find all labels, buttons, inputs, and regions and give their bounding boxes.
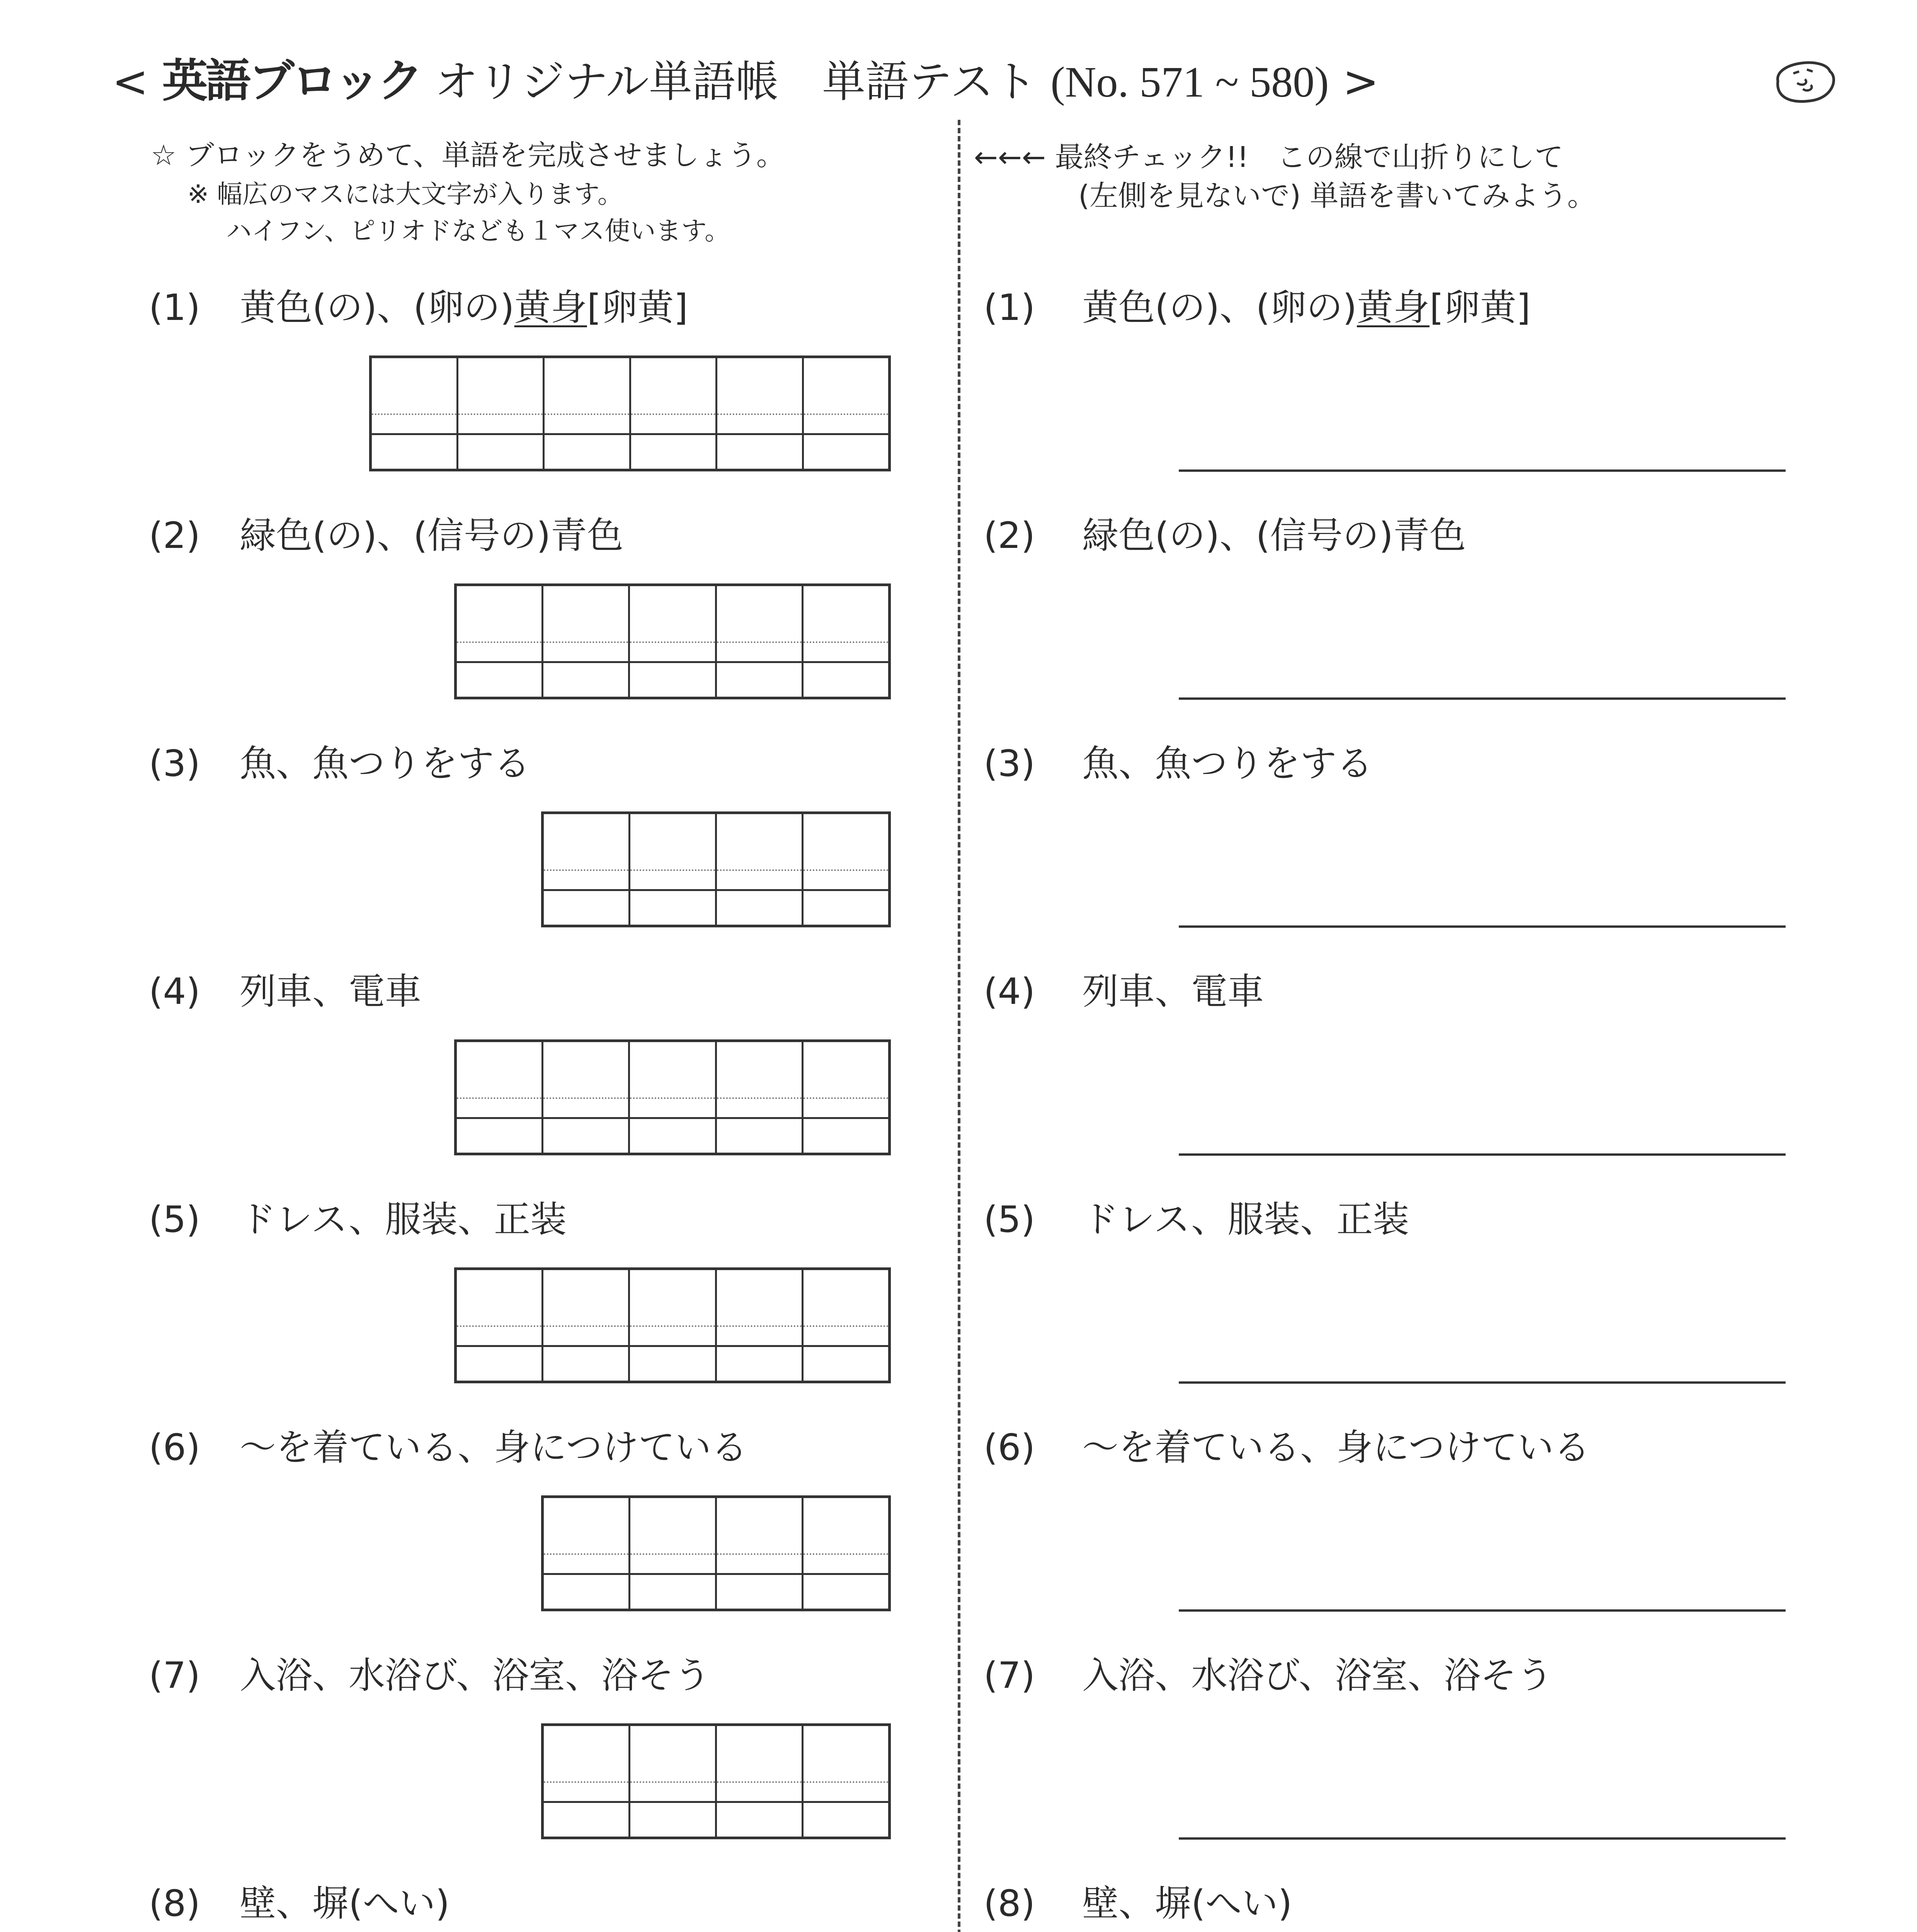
question-4-text: 列車、電車 bbox=[240, 971, 422, 1013]
letter-cell[interactable] bbox=[630, 1498, 717, 1609]
letter-cell[interactable] bbox=[543, 1270, 630, 1381]
question-4-answer-grid[interactable] bbox=[454, 1039, 891, 1155]
check-6-number: (6) bbox=[984, 1427, 1035, 1469]
question-5-answer-grid[interactable] bbox=[454, 1267, 891, 1383]
letter-cell[interactable] bbox=[717, 1042, 804, 1153]
question-3-number: (3) bbox=[149, 743, 201, 785]
check-8-number: (8) bbox=[984, 1883, 1035, 1925]
question-8-number: (8) bbox=[149, 1883, 201, 1925]
check-5-number: (5) bbox=[984, 1199, 1035, 1241]
check-4-number: (4) bbox=[984, 971, 1035, 1013]
letter-cell[interactable] bbox=[804, 358, 889, 469]
letter-cell[interactable] bbox=[804, 1498, 888, 1609]
question-6-answer-grid[interactable] bbox=[541, 1495, 891, 1611]
check-1-number: (1) bbox=[984, 287, 1035, 329]
letter-cell[interactable] bbox=[372, 358, 458, 469]
question-1-text: 黄色(の)、(卵の)黄身[卵黄] bbox=[240, 287, 688, 329]
check-4-answer-line[interactable] bbox=[1179, 1153, 1786, 1156]
letter-cell[interactable] bbox=[804, 586, 888, 697]
question-7-text: 入浴、水浴び、浴室、浴そう bbox=[240, 1655, 711, 1697]
check-2-text: 緑色(の)、(信号の)青色 bbox=[1082, 515, 1466, 557]
check-7-text: 入浴、水浴び、浴室、浴そう bbox=[1082, 1655, 1553, 1697]
letter-cell[interactable] bbox=[457, 1042, 543, 1153]
check-2-number: (2) bbox=[984, 515, 1035, 557]
check-3-number: (3) bbox=[984, 743, 1035, 785]
letter-cell[interactable] bbox=[543, 586, 630, 697]
question-8-text: 壁、塀(へい) bbox=[240, 1883, 450, 1925]
check-6-answer-line[interactable] bbox=[1179, 1609, 1786, 1612]
letter-cell[interactable] bbox=[717, 1498, 804, 1609]
letter-cell[interactable] bbox=[630, 1270, 717, 1381]
question-1-number: (1) bbox=[149, 287, 201, 329]
check-1-answer-line[interactable] bbox=[1179, 469, 1786, 472]
letter-cell[interactable] bbox=[804, 1042, 888, 1153]
letter-cell[interactable] bbox=[630, 814, 717, 925]
check-3-text: 魚、魚つりをする bbox=[1082, 743, 1373, 785]
instruction-note-1: ※ 幅広のマスには大文字が入ります。 bbox=[187, 179, 623, 209]
question-1-answer-grid[interactable] bbox=[369, 355, 891, 471]
question-6-number: (6) bbox=[149, 1427, 201, 1469]
title-range: (No. 571 ~ 580) bbox=[1050, 58, 1329, 106]
letter-cell[interactable] bbox=[544, 1726, 630, 1837]
check-2-answer-line[interactable] bbox=[1179, 697, 1786, 700]
fold-instruction-2: (左側を見ないで) 単語を書いてみよう。 bbox=[1078, 179, 1596, 213]
letter-cell[interactable] bbox=[458, 358, 545, 469]
question-3-answer-grid[interactable] bbox=[541, 811, 891, 927]
check-7-answer-line[interactable] bbox=[1179, 1837, 1786, 1840]
title-text: オリジナル単語帳 単語テスト bbox=[434, 57, 1037, 107]
instruction-note-2: ハイフン、ピリオドなども１マス使います。 bbox=[226, 216, 730, 246]
check-3-answer-line[interactable] bbox=[1179, 925, 1786, 928]
check-6-text: 〜を着ている、身につけている bbox=[1082, 1427, 1590, 1469]
bracket-open: < bbox=[112, 57, 148, 107]
letter-cell[interactable] bbox=[544, 814, 630, 925]
check-4-text: 列車、電車 bbox=[1082, 971, 1264, 1013]
letter-cell[interactable] bbox=[717, 1726, 804, 1837]
letter-cell[interactable] bbox=[630, 586, 717, 697]
question-3-text: 魚、魚つりをする bbox=[240, 743, 531, 785]
check-5-answer-line[interactable] bbox=[1179, 1381, 1786, 1384]
letter-cell[interactable] bbox=[717, 586, 804, 697]
question-5-text: ドレス、服装、正装 bbox=[240, 1199, 567, 1241]
letter-cell[interactable] bbox=[804, 1270, 888, 1381]
smiley-face-icon bbox=[1766, 50, 1840, 108]
letter-cell[interactable] bbox=[717, 358, 804, 469]
check-1-text: 黄色(の)、(卵の)黄身[卵黄] bbox=[1082, 287, 1531, 329]
question-7-number: (7) bbox=[149, 1655, 201, 1697]
bracket-close: > bbox=[1342, 57, 1379, 107]
instruction-main: ☆ ブロックをうめて、単語を完成させましょう。 bbox=[151, 139, 785, 172]
check-7-number: (7) bbox=[984, 1655, 1035, 1697]
letter-cell[interactable] bbox=[544, 1498, 630, 1609]
question-4-number: (4) bbox=[149, 971, 201, 1013]
letter-cell[interactable] bbox=[717, 1270, 804, 1381]
question-2-text: 緑色(の)、(信号の)青色 bbox=[240, 515, 623, 557]
logo: 英語ブロック bbox=[162, 54, 421, 107]
letter-cell[interactable] bbox=[630, 1726, 717, 1837]
letter-cell[interactable] bbox=[717, 814, 804, 925]
letter-cell[interactable] bbox=[804, 1726, 888, 1837]
letter-cell[interactable] bbox=[457, 1270, 543, 1381]
check-8-text: 壁、塀(へい) bbox=[1082, 1883, 1292, 1925]
page-title bbox=[112, 54, 1379, 107]
question-5-number: (5) bbox=[149, 1199, 201, 1241]
letter-cell[interactable] bbox=[545, 358, 631, 469]
fold-line bbox=[958, 120, 960, 1932]
letter-cell[interactable] bbox=[804, 814, 888, 925]
letter-cell[interactable] bbox=[630, 1042, 717, 1153]
check-5-text: ドレス、服装、正装 bbox=[1082, 1199, 1410, 1241]
question-6-text: 〜を着ている、身につけている bbox=[240, 1427, 748, 1469]
letter-cell[interactable] bbox=[631, 358, 718, 469]
letter-cell[interactable] bbox=[457, 586, 543, 697]
question-7-answer-grid[interactable] bbox=[541, 1723, 891, 1839]
fold-instruction-1: ←←← 最終チェック!! この線で山折りにして bbox=[974, 141, 1563, 174]
letter-cell[interactable] bbox=[543, 1042, 630, 1153]
question-2-answer-grid[interactable] bbox=[454, 583, 891, 699]
question-2-number: (2) bbox=[149, 515, 201, 557]
